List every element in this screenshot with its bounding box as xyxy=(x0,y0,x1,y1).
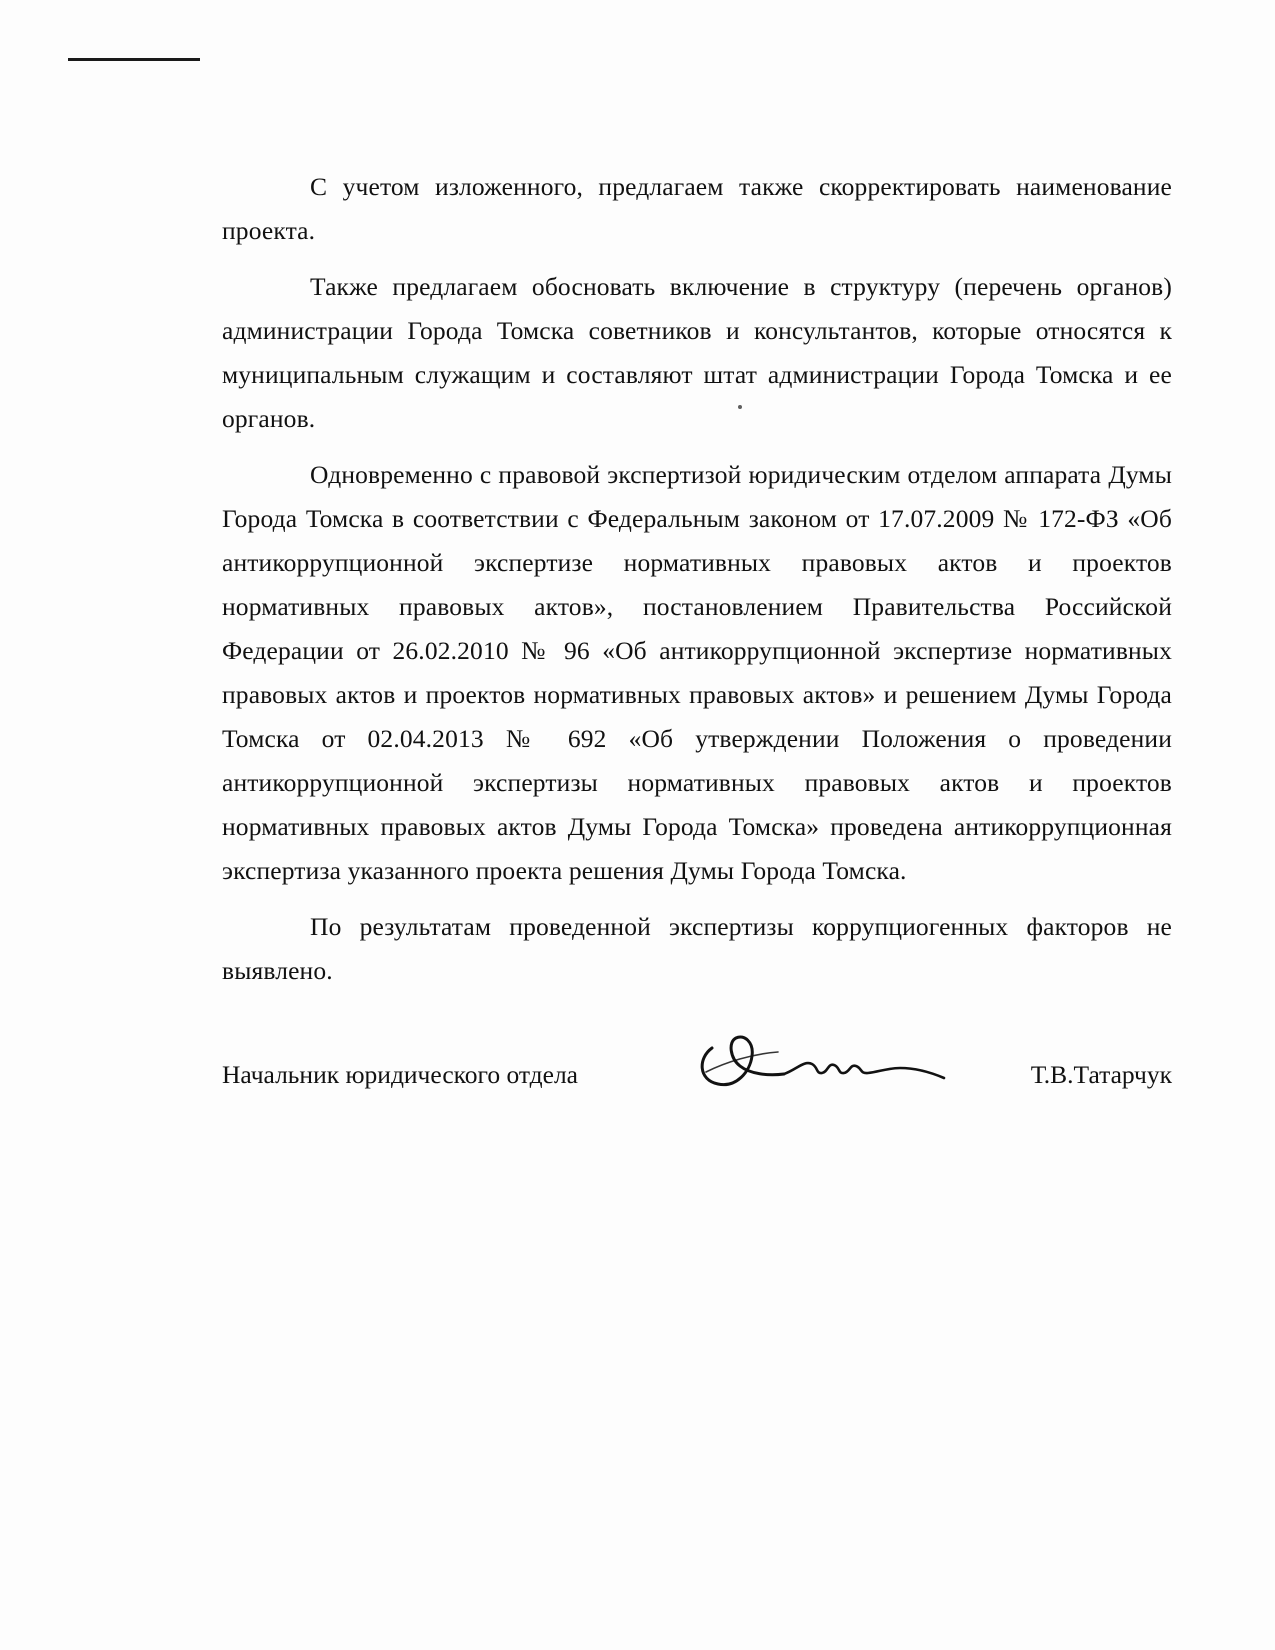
signatory-position: Начальник юридического отдела xyxy=(222,1060,579,1089)
paragraph-1: С учетом изложенного, предлагаем также скорректировать наименование проекта. xyxy=(222,172,1172,245)
paragraph-2: Также предлагаем обосновать включение в структуру (перечень органов) администрации Города Томска советников и консультантов, которые относятся к муниципальным служащим и составляют штат администрации Города Томска и ее органов. xyxy=(222,272,1172,433)
header-rule xyxy=(68,58,200,61)
signature-block xyxy=(222,1040,1172,1110)
scan-artifact-dot xyxy=(738,405,742,409)
signatory-name: Т.В.Татарчук xyxy=(1030,1060,1172,1089)
paragraph-4: По результатам проведенной экспертизы коррупциогенных факторов не выявлено. xyxy=(222,912,1172,985)
document-body xyxy=(222,165,1172,993)
paragraph-3: Одновременно с правовой экспертизой юридическим отделом аппарата Думы Города Томска в соответствии с Федеральным законом от 17.07.2009 № 172-ФЗ «Об антикоррупционной экспертизе нормативных правовых актов и проектов нормативных правовых актов», постановлением Правительства Российской Федерации от 26.02.2010 № 96 «Об антикоррупционной экспертизе нормативных правовых актов и проектов нормативных правовых актов» и решением Думы Города Томска от 02.04.2013 № 692 «Об утверждении Положения о проведении антикоррупционной экспертизы нормативных правовых актов и проектов нормативных правовых актов Думы Города Томска» проведена антикоррупционная экспертиза указанного проекта решения Думы Города Томска. xyxy=(222,460,1172,885)
signature-mark-icon xyxy=(692,1028,972,1094)
